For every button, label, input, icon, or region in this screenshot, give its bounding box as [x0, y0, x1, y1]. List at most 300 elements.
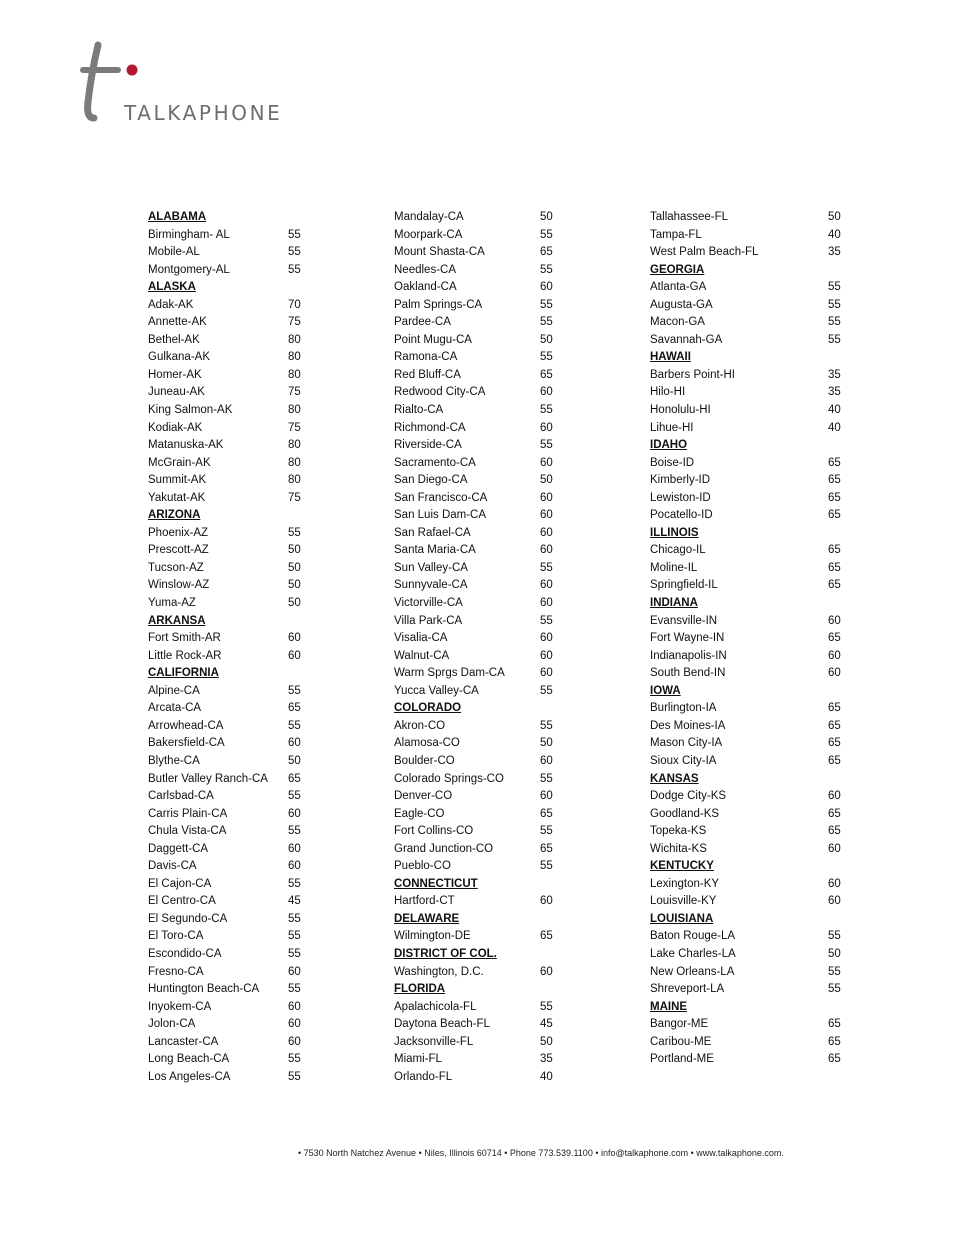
location-name: Sun Valley-CA — [394, 561, 468, 574]
state-heading — [148, 665, 308, 683]
location-name: Augusta-GA — [650, 298, 713, 311]
location-name: Springfield-IL — [650, 579, 718, 592]
location-row — [394, 841, 564, 859]
location-name: Carris Plain-CA — [148, 807, 228, 820]
location-name: Fort Wayne-IN — [650, 632, 725, 645]
location-name: Little Rock-AR — [148, 649, 222, 662]
location-value: 65 — [540, 842, 553, 855]
location-row — [394, 648, 564, 666]
location-name: Atlanta-GA — [650, 281, 707, 294]
location-name: Baton Rouge-LA — [650, 930, 736, 943]
location-name: Grand Junction-CO — [394, 842, 494, 855]
location-name: Walnut-CA — [394, 649, 450, 662]
location-name: Caribou-ME — [650, 1035, 712, 1048]
location-value: 55 — [288, 790, 301, 803]
location-value: 55 — [288, 1070, 301, 1083]
location-row — [650, 928, 850, 946]
location-value: 60 — [540, 386, 553, 399]
location-row — [394, 349, 564, 367]
location-value: 55 — [540, 351, 553, 364]
location-row — [148, 560, 308, 578]
location-name: Juneau-AK — [148, 386, 205, 399]
location-value: 70 — [288, 298, 301, 311]
location-name: Tampa-FL — [650, 228, 702, 241]
location-row — [148, 683, 308, 701]
location-name: Bangor-ME — [650, 1018, 709, 1031]
location-value: 65 — [828, 474, 841, 487]
location-value: 50 — [288, 754, 301, 767]
location-name: Los Angeles-CA — [148, 1070, 231, 1083]
location-name: Alpine-CA — [148, 684, 200, 697]
location-value: 55 — [288, 526, 301, 539]
location-value: 65 — [828, 1053, 841, 1066]
location-name: Colorado Springs-CO — [394, 772, 504, 785]
location-row — [148, 542, 308, 560]
location-value: 50 — [288, 544, 301, 557]
location-row — [650, 244, 850, 262]
location-name: Winslow-AZ — [148, 579, 210, 592]
location-value: 60 — [540, 456, 553, 469]
state-name: GEORGIA — [650, 263, 705, 276]
location-row — [148, 630, 308, 648]
location-value: 60 — [540, 667, 553, 680]
location-name: Boulder-CO — [394, 754, 455, 767]
location-row — [148, 367, 308, 385]
location-value: 60 — [540, 526, 553, 539]
location-name: El Centro-CA — [148, 895, 216, 908]
state-heading — [148, 613, 308, 631]
location-row — [394, 227, 564, 245]
location-name: Chula Vista-CA — [148, 825, 227, 838]
location-row — [650, 560, 850, 578]
location-value: 55 — [828, 298, 841, 311]
location-value: 80 — [288, 368, 301, 381]
location-value: 60 — [540, 790, 553, 803]
location-row — [394, 718, 564, 736]
location-value: 55 — [288, 684, 301, 697]
location-row — [650, 507, 850, 525]
location-value: 55 — [540, 316, 553, 329]
location-name: Redwood City-CA — [394, 386, 486, 399]
location-value: 50 — [828, 947, 841, 960]
location-name: Long Beach-CA — [148, 1053, 230, 1066]
location-value: 75 — [288, 421, 301, 434]
location-row — [394, 472, 564, 490]
location-row — [394, 297, 564, 315]
location-row — [650, 1034, 850, 1052]
state-heading — [650, 437, 850, 455]
location-name: Gulkana-AK — [148, 351, 211, 364]
location-row — [394, 455, 564, 473]
location-name: Lexington-KY — [650, 877, 720, 890]
location-name: Richmond-CA — [394, 421, 466, 434]
location-value: 65 — [828, 737, 841, 750]
location-value: 40 — [828, 421, 841, 434]
location-value: 80 — [288, 404, 301, 417]
location-name: Akron-CO — [394, 719, 446, 732]
location-value: 60 — [540, 649, 553, 662]
location-name: Montgomery-AL — [148, 263, 230, 276]
location-row — [394, 735, 564, 753]
location-row — [394, 402, 564, 420]
location-name: Fort Collins-CO — [394, 825, 474, 838]
location-value: 55 — [540, 825, 553, 838]
location-value: 65 — [828, 1035, 841, 1048]
location-name: Annette-AK — [148, 316, 207, 329]
location-name: Jacksonville-FL — [394, 1035, 474, 1048]
location-name: Phoenix-AZ — [148, 526, 209, 539]
location-value: 55 — [288, 228, 301, 241]
brand-name: TALKAPHONE — [124, 101, 283, 125]
location-row — [148, 297, 308, 315]
location-name: Apalachicola-FL — [394, 1000, 477, 1013]
location-value: 55 — [828, 965, 841, 978]
location-name: Yuma-AZ — [148, 597, 196, 610]
location-row — [148, 999, 308, 1017]
location-name: Kodiak-AK — [148, 421, 203, 434]
location-row — [394, 332, 564, 350]
location-row — [394, 262, 564, 280]
location-name: Birmingham- AL — [148, 228, 230, 241]
location-row — [394, 613, 564, 631]
location-name: Honolulu-HI — [650, 404, 711, 417]
location-row — [650, 823, 850, 841]
state-name: MAINE — [650, 1000, 688, 1013]
location-value: 65 — [828, 544, 841, 557]
location-name: Savannah-GA — [650, 333, 723, 346]
location-name: Moline-IL — [650, 561, 698, 574]
location-row — [394, 437, 564, 455]
location-value: 60 — [288, 737, 301, 750]
location-name: Butler Valley Ranch-CA — [148, 772, 268, 785]
state-name: LOUISIANA — [650, 912, 714, 925]
location-value: 55 — [288, 877, 301, 890]
location-row — [148, 262, 308, 280]
location-name: Rialto-CA — [394, 404, 444, 417]
location-value: 55 — [540, 860, 553, 873]
location-value: 80 — [288, 456, 301, 469]
state-heading — [650, 349, 850, 367]
state-name: COLORADO — [394, 702, 462, 715]
location-name: Inyokem-CA — [148, 1000, 212, 1013]
location-row — [148, 472, 308, 490]
location-row — [148, 227, 308, 245]
location-name: Louisville-KY — [650, 895, 717, 908]
location-row — [650, 420, 850, 438]
location-row — [148, 981, 308, 999]
location-name: Villa Park-CA — [394, 614, 463, 627]
state-column-3 — [650, 209, 850, 1069]
location-value: 55 — [540, 614, 553, 627]
location-value: 55 — [288, 1053, 301, 1066]
location-row — [148, 1051, 308, 1069]
location-value: 55 — [540, 684, 553, 697]
location-row — [650, 402, 850, 420]
location-name: Moorpark-CA — [394, 228, 463, 241]
location-value: 55 — [540, 719, 553, 732]
location-value: 65 — [540, 246, 553, 259]
location-row — [650, 753, 850, 771]
location-value: 65 — [540, 807, 553, 820]
location-row — [650, 1016, 850, 1034]
location-name: San Diego-CA — [394, 474, 468, 487]
location-name: Riverside-CA — [394, 439, 462, 452]
location-value: 50 — [828, 211, 841, 223]
location-row — [394, 507, 564, 525]
location-row — [394, 367, 564, 385]
location-value: 65 — [828, 579, 841, 592]
location-value: 60 — [540, 491, 553, 504]
location-name: San Luis Dam-CA — [394, 509, 487, 522]
location-row — [394, 1034, 564, 1052]
state-name: KENTUCKY — [650, 860, 714, 873]
state-name: IDAHO — [650, 439, 688, 452]
location-row — [650, 613, 850, 631]
location-name: Indianapolis-IN — [650, 649, 727, 662]
location-row — [650, 542, 850, 560]
location-name: Fresno-CA — [148, 965, 204, 978]
location-value: 80 — [288, 474, 301, 487]
state-name: IOWA — [650, 684, 681, 697]
location-row — [148, 858, 308, 876]
location-name: Des Moines-IA — [650, 719, 726, 732]
location-value: 65 — [288, 702, 301, 715]
location-value: 40 — [540, 1070, 553, 1083]
state-heading — [394, 700, 564, 718]
location-name: Arrowhead-CA — [148, 719, 224, 732]
location-name: Mobile-AL — [148, 246, 200, 259]
location-row — [394, 314, 564, 332]
location-value: 60 — [828, 649, 841, 662]
location-value: 75 — [288, 386, 301, 399]
location-row — [650, 735, 850, 753]
location-row — [148, 577, 308, 595]
location-name: Carlsbad-CA — [148, 790, 214, 803]
location-row — [394, 490, 564, 508]
state-heading — [394, 911, 564, 929]
location-row — [148, 490, 308, 508]
location-value: 60 — [540, 895, 553, 908]
location-row — [148, 420, 308, 438]
location-value: 55 — [540, 439, 553, 452]
location-row — [148, 595, 308, 613]
location-name: Pocatello-ID — [650, 509, 713, 522]
location-row — [394, 420, 564, 438]
location-name: Wichita-KS — [650, 842, 707, 855]
location-value: 55 — [288, 825, 301, 838]
location-name: Boise-ID — [650, 456, 695, 469]
location-row — [394, 1069, 564, 1087]
state-name: DISTRICT OF COL. — [394, 947, 497, 960]
state-heading — [650, 595, 850, 613]
location-row — [394, 753, 564, 771]
state-name: ARIZONA — [148, 509, 201, 522]
location-row — [148, 876, 308, 894]
location-row — [650, 841, 850, 859]
location-value: 55 — [540, 1000, 553, 1013]
state-name: CONNECTICUT — [394, 877, 478, 890]
location-row — [394, 999, 564, 1017]
state-heading — [650, 911, 850, 929]
location-name: Barbers Point-HI — [650, 368, 736, 381]
location-value: 55 — [540, 228, 553, 241]
state-heading — [148, 209, 308, 227]
location-value: 35 — [828, 246, 841, 259]
location-name: Bethel-AK — [148, 333, 200, 346]
location-value: 60 — [540, 632, 553, 645]
location-value: 65 — [828, 1018, 841, 1031]
location-row — [148, 700, 308, 718]
location-name: Summit-AK — [148, 474, 207, 487]
location-name: Escondido-CA — [148, 947, 222, 960]
location-row — [650, 700, 850, 718]
location-name: Lake Charles-LA — [650, 947, 736, 960]
location-row — [394, 806, 564, 824]
location-row — [148, 806, 308, 824]
location-name: Santa Maria-CA — [394, 544, 476, 557]
location-row — [148, 753, 308, 771]
location-name: Warm Sprgs Dam-CA — [394, 667, 505, 680]
location-name: Evansville-IN — [650, 614, 718, 627]
location-name: Dodge City-KS — [650, 790, 727, 803]
location-name: McGrain-AK — [148, 456, 211, 469]
location-name: Washington, D.C. — [394, 965, 484, 978]
location-value: 65 — [828, 754, 841, 767]
location-row — [394, 858, 564, 876]
state-name: INDIANA — [650, 597, 698, 610]
location-row — [650, 332, 850, 350]
state-name: CALIFORNIA — [148, 667, 219, 680]
state-heading — [650, 683, 850, 701]
location-name: Topeka-KS — [650, 825, 707, 838]
location-value: 60 — [540, 754, 553, 767]
location-row — [148, 735, 308, 753]
location-name: Sacramento-CA — [394, 456, 476, 469]
state-heading — [650, 999, 850, 1017]
location-row — [148, 911, 308, 929]
location-row — [650, 577, 850, 595]
location-name: El Toro-CA — [148, 930, 204, 943]
location-name: Palm Springs-CA — [394, 298, 483, 311]
location-value: 55 — [288, 912, 301, 925]
location-name: Oakland-CA — [394, 281, 457, 294]
location-value: 55 — [288, 930, 301, 943]
location-value: 45 — [288, 895, 301, 908]
location-value: 80 — [288, 439, 301, 452]
location-value: 60 — [828, 842, 841, 855]
location-name: Lihue-HI — [650, 421, 694, 434]
location-row — [394, 665, 564, 683]
location-name: Mandalay-CA — [394, 211, 464, 223]
location-name: San Rafael-CA — [394, 526, 471, 539]
location-row — [650, 227, 850, 245]
location-name: Arcata-CA — [148, 702, 202, 715]
location-name: Chicago-IL — [650, 544, 706, 557]
state-heading — [650, 262, 850, 280]
location-value: 35 — [828, 368, 841, 381]
location-row — [394, 595, 564, 613]
state-heading — [650, 858, 850, 876]
location-row — [148, 455, 308, 473]
location-value: 80 — [288, 333, 301, 346]
location-name: Ramona-CA — [394, 351, 458, 364]
location-value: 55 — [828, 316, 841, 329]
location-name: Goodland-KS — [650, 807, 720, 820]
location-value: 65 — [828, 456, 841, 469]
location-name: Orlando-FL — [394, 1070, 453, 1083]
location-value: 50 — [540, 474, 553, 487]
location-row — [650, 490, 850, 508]
footer-address: • 7530 North Natchez Avenue • Niles, Illinois 60714 • Phone 773.539.1100 • info@talkaphone.com • www.talkaphone.com. — [298, 1148, 784, 1158]
location-row — [148, 648, 308, 666]
location-name: Point Mugu-CA — [394, 333, 472, 346]
location-name: New Orleans-LA — [650, 965, 735, 978]
location-row — [650, 384, 850, 402]
state-name: ARKANSA — [148, 614, 206, 627]
location-name: Homer-AK — [148, 368, 202, 381]
location-value: 60 — [540, 281, 553, 294]
location-row — [394, 893, 564, 911]
location-value: 75 — [288, 491, 301, 504]
location-value: 65 — [540, 930, 553, 943]
location-value: 80 — [288, 351, 301, 364]
location-row — [394, 683, 564, 701]
location-name: Pardee-CA — [394, 316, 451, 329]
location-row — [394, 964, 564, 982]
location-value: 55 — [288, 983, 301, 996]
location-value: 60 — [828, 667, 841, 680]
location-value: 60 — [288, 649, 301, 662]
location-name: Prescott-AZ — [148, 544, 209, 557]
location-name: Mason City-IA — [650, 737, 723, 750]
location-name: Miami-FL — [394, 1053, 442, 1066]
location-row — [650, 279, 850, 297]
location-name: Burlington-IA — [650, 702, 717, 715]
location-name: Needles-CA — [394, 263, 456, 276]
location-name: Daggett-CA — [148, 842, 209, 855]
location-value: 40 — [828, 228, 841, 241]
location-row — [650, 964, 850, 982]
location-value: 65 — [828, 807, 841, 820]
location-name: Visalia-CA — [394, 632, 448, 645]
location-name: Wilmington-DE — [394, 930, 471, 943]
location-row — [148, 402, 308, 420]
location-row — [394, 1051, 564, 1069]
state-name: KANSAS — [650, 772, 699, 785]
state-name: FLORIDA — [394, 983, 446, 996]
location-row — [148, 928, 308, 946]
location-value: 65 — [540, 368, 553, 381]
location-row — [650, 788, 850, 806]
location-value: 60 — [828, 790, 841, 803]
location-row — [148, 841, 308, 859]
location-row — [148, 332, 308, 350]
location-row — [650, 946, 850, 964]
location-value: 55 — [540, 298, 553, 311]
location-value: 50 — [288, 579, 301, 592]
location-name: Hartford-CT — [394, 895, 455, 908]
location-name: El Cajon-CA — [148, 877, 212, 890]
location-name: Lewiston-ID — [650, 491, 711, 504]
location-row — [650, 1051, 850, 1069]
state-heading — [650, 525, 850, 543]
location-name: Pueblo-CO — [394, 860, 451, 873]
location-value: 50 — [288, 597, 301, 610]
location-row — [650, 665, 850, 683]
location-value: 60 — [540, 579, 553, 592]
location-value: 65 — [828, 825, 841, 838]
location-name: Denver-CO — [394, 790, 453, 803]
